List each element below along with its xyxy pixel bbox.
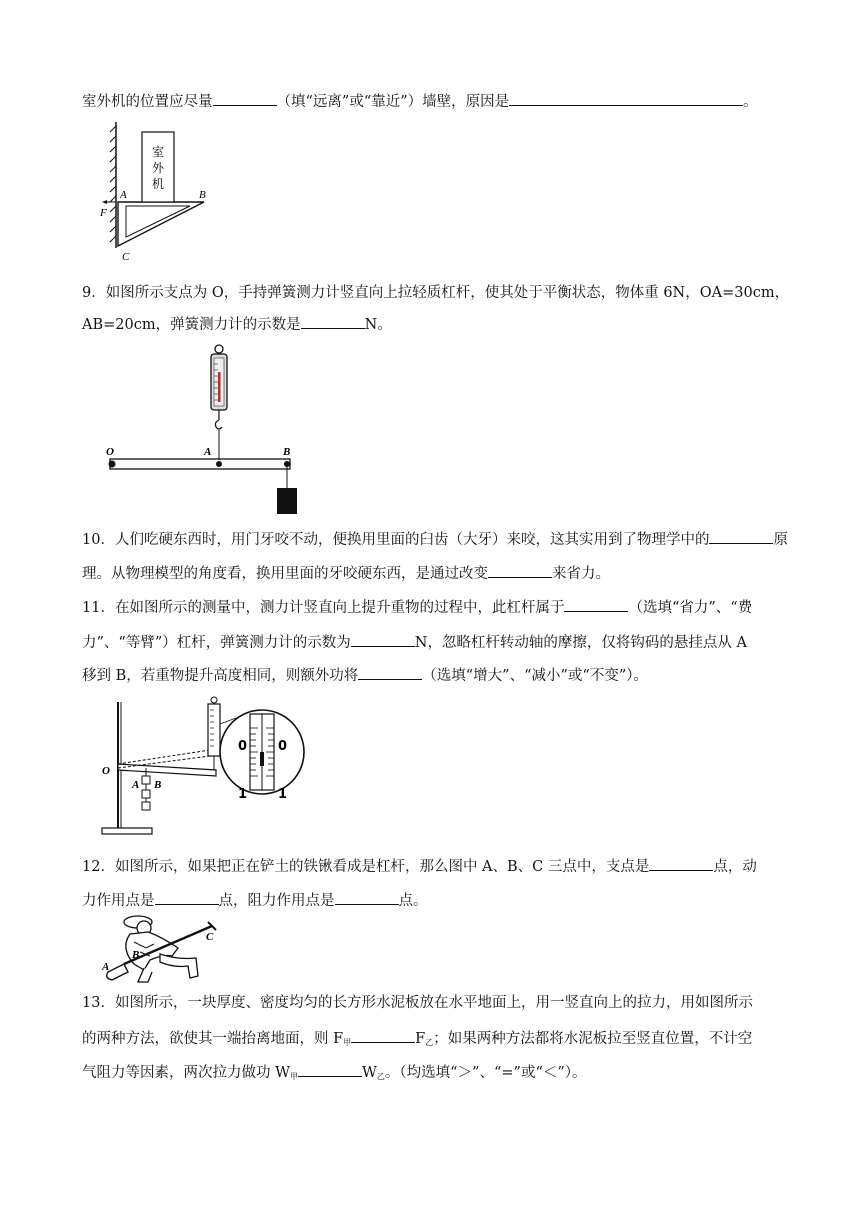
q10-blank-1[interactable]	[709, 528, 773, 544]
q11-text-2: （选填“省力”、“费	[628, 600, 753, 616]
q8-box-char-3: 机	[151, 177, 165, 191]
q11-label-O: O	[102, 765, 110, 777]
q9-blank[interactable]	[301, 313, 365, 329]
q11-text-1: 11．在如图所示的测量中，测力计竖直向上提升重物的过程中，此杠杆属于	[82, 600, 565, 616]
q9-text-2: N。	[364, 317, 392, 333]
q11-scale-1-left: 1	[238, 787, 248, 802]
q11-scale-0-left: 0	[238, 739, 248, 754]
q13-blank-2[interactable]	[298, 1061, 362, 1077]
q12-text-4: 点，阻力作用点是	[218, 893, 335, 909]
q8-box-char-2: 外	[151, 161, 165, 175]
q9-label-O: O	[106, 446, 114, 458]
q11-text-4: N，忽略杠杆转动轴的摩擦，仅将钩码的悬挂点从 A	[414, 635, 748, 651]
q12-label-C: C	[206, 931, 214, 943]
q13-text-6: 。（均选填“＞”、“=”或“＜”）。	[384, 1065, 587, 1081]
q13-text-2: F	[415, 1031, 426, 1047]
q11-text-6: （选填“增大”、“减小”或“不变”）。	[422, 668, 648, 684]
q13-sub-jia-2: 甲	[290, 1072, 299, 1081]
q13-blank-1[interactable]	[351, 1027, 415, 1043]
q12-text-5: 点。	[398, 893, 428, 909]
q12-text-3: 力作用点是	[82, 893, 155, 909]
q11-scale-1-right: 1	[278, 787, 288, 802]
q9-label-A: A	[204, 446, 212, 458]
q12-blank-2[interactable]	[155, 889, 219, 905]
q10-text-3: 理。从物理模型的角度看，换用里面的牙咬硬东西，是通过改变	[82, 566, 488, 582]
q13-text-4: 气阻力等因素，两次拉力做功 W	[82, 1065, 291, 1081]
q12-blank-1[interactable]	[649, 855, 713, 871]
q8-box-char-1: 室	[151, 145, 165, 159]
q12-line-2	[82, 889, 780, 911]
q8-label-C: C	[122, 251, 130, 263]
q8-text-1: 室外机的位置应尽量	[82, 94, 213, 110]
q8-label-B: B	[199, 189, 206, 201]
q12-text-2: 点，动	[713, 859, 757, 875]
q9-label-B: B	[283, 446, 291, 458]
q9-text-1: AB=20cm，弹簧测力计的示数是	[82, 317, 301, 333]
q12-label-A: A	[102, 961, 110, 973]
q9-line-1: 9．如图所示支点为 O，手持弹簧测力计竖直向上拉轻质杠杆，使其处于平衡状态，物体重 6N，OA=30cm，	[82, 285, 790, 301]
q11-blank-3[interactable]	[358, 664, 422, 680]
q13-line-2	[82, 1027, 780, 1053]
q10-text-2: 原	[773, 532, 788, 548]
q13-sub-yi-1: 乙	[425, 1038, 434, 1047]
q8-blank-2[interactable]	[509, 90, 743, 106]
q11-figure	[98, 694, 308, 840]
q12-figure	[100, 912, 226, 984]
q11-line-2	[82, 631, 780, 653]
q8-line	[82, 90, 780, 112]
q12-label-B: B	[132, 949, 140, 961]
q10-text-4: 来省力。	[552, 566, 610, 582]
q8-text-3: 。	[743, 94, 758, 110]
q11-line-3	[82, 664, 780, 686]
q12-line-1	[82, 855, 780, 877]
q13-text-5: W	[362, 1065, 377, 1081]
q11-blank-2[interactable]	[351, 631, 415, 647]
q9-figure	[100, 342, 300, 518]
q8-text-2: （填“远离”或“靠近”）墙壁，原因是	[276, 94, 510, 110]
q10-text-1: 10．人们吃硬东西时，用门牙咬不动，便换用里面的臼齿（大牙）来咬，这其实用到了物理学中的	[82, 532, 710, 548]
q12-text-1: 12．如图所示，如果把正在铲土的铁锹看成是杠杆，那么图中 A、B、C 三点中，支点是	[82, 859, 650, 875]
q11-scale-0-right: 0	[278, 739, 288, 754]
q13-text-1: 的两种方法，欲使其一端抬离地面，则 F	[82, 1031, 344, 1047]
q8-label-F: F	[100, 207, 107, 219]
q13-sub-jia-1: 甲	[343, 1038, 352, 1047]
q11-label-A: A	[132, 779, 140, 791]
q11-line-1	[82, 596, 780, 618]
q10-blank-2[interactable]	[488, 562, 552, 578]
q13-line-1: 13．如图所示，一块厚度、密度均匀的长方形水泥板放在水平地面上，用一竖直向上的拉力，用如图所示	[82, 995, 753, 1011]
q11-blank-1[interactable]	[564, 596, 628, 612]
q11-label-B: B	[154, 779, 162, 791]
q8-label-A: A	[120, 189, 127, 201]
q8-figure	[96, 120, 216, 266]
q9-line-2	[82, 313, 780, 335]
q11-text-3: 力”、“等臂”）杠杆，弹簧测力计的示数为	[82, 635, 351, 651]
q10-line-1	[82, 528, 788, 550]
q13-sub-yi-2: 乙	[376, 1072, 385, 1081]
q12-blank-3[interactable]	[335, 889, 399, 905]
q13-line-3	[82, 1061, 780, 1087]
q13-text-3: ；如果两种方法都将水泥板拉至竖直位置，不计空	[433, 1031, 753, 1047]
q8-blank-1[interactable]	[213, 90, 277, 106]
q10-line-2	[82, 562, 780, 584]
q11-text-5: 移到 B，若重物提升高度相同，则额外功将	[82, 668, 359, 684]
